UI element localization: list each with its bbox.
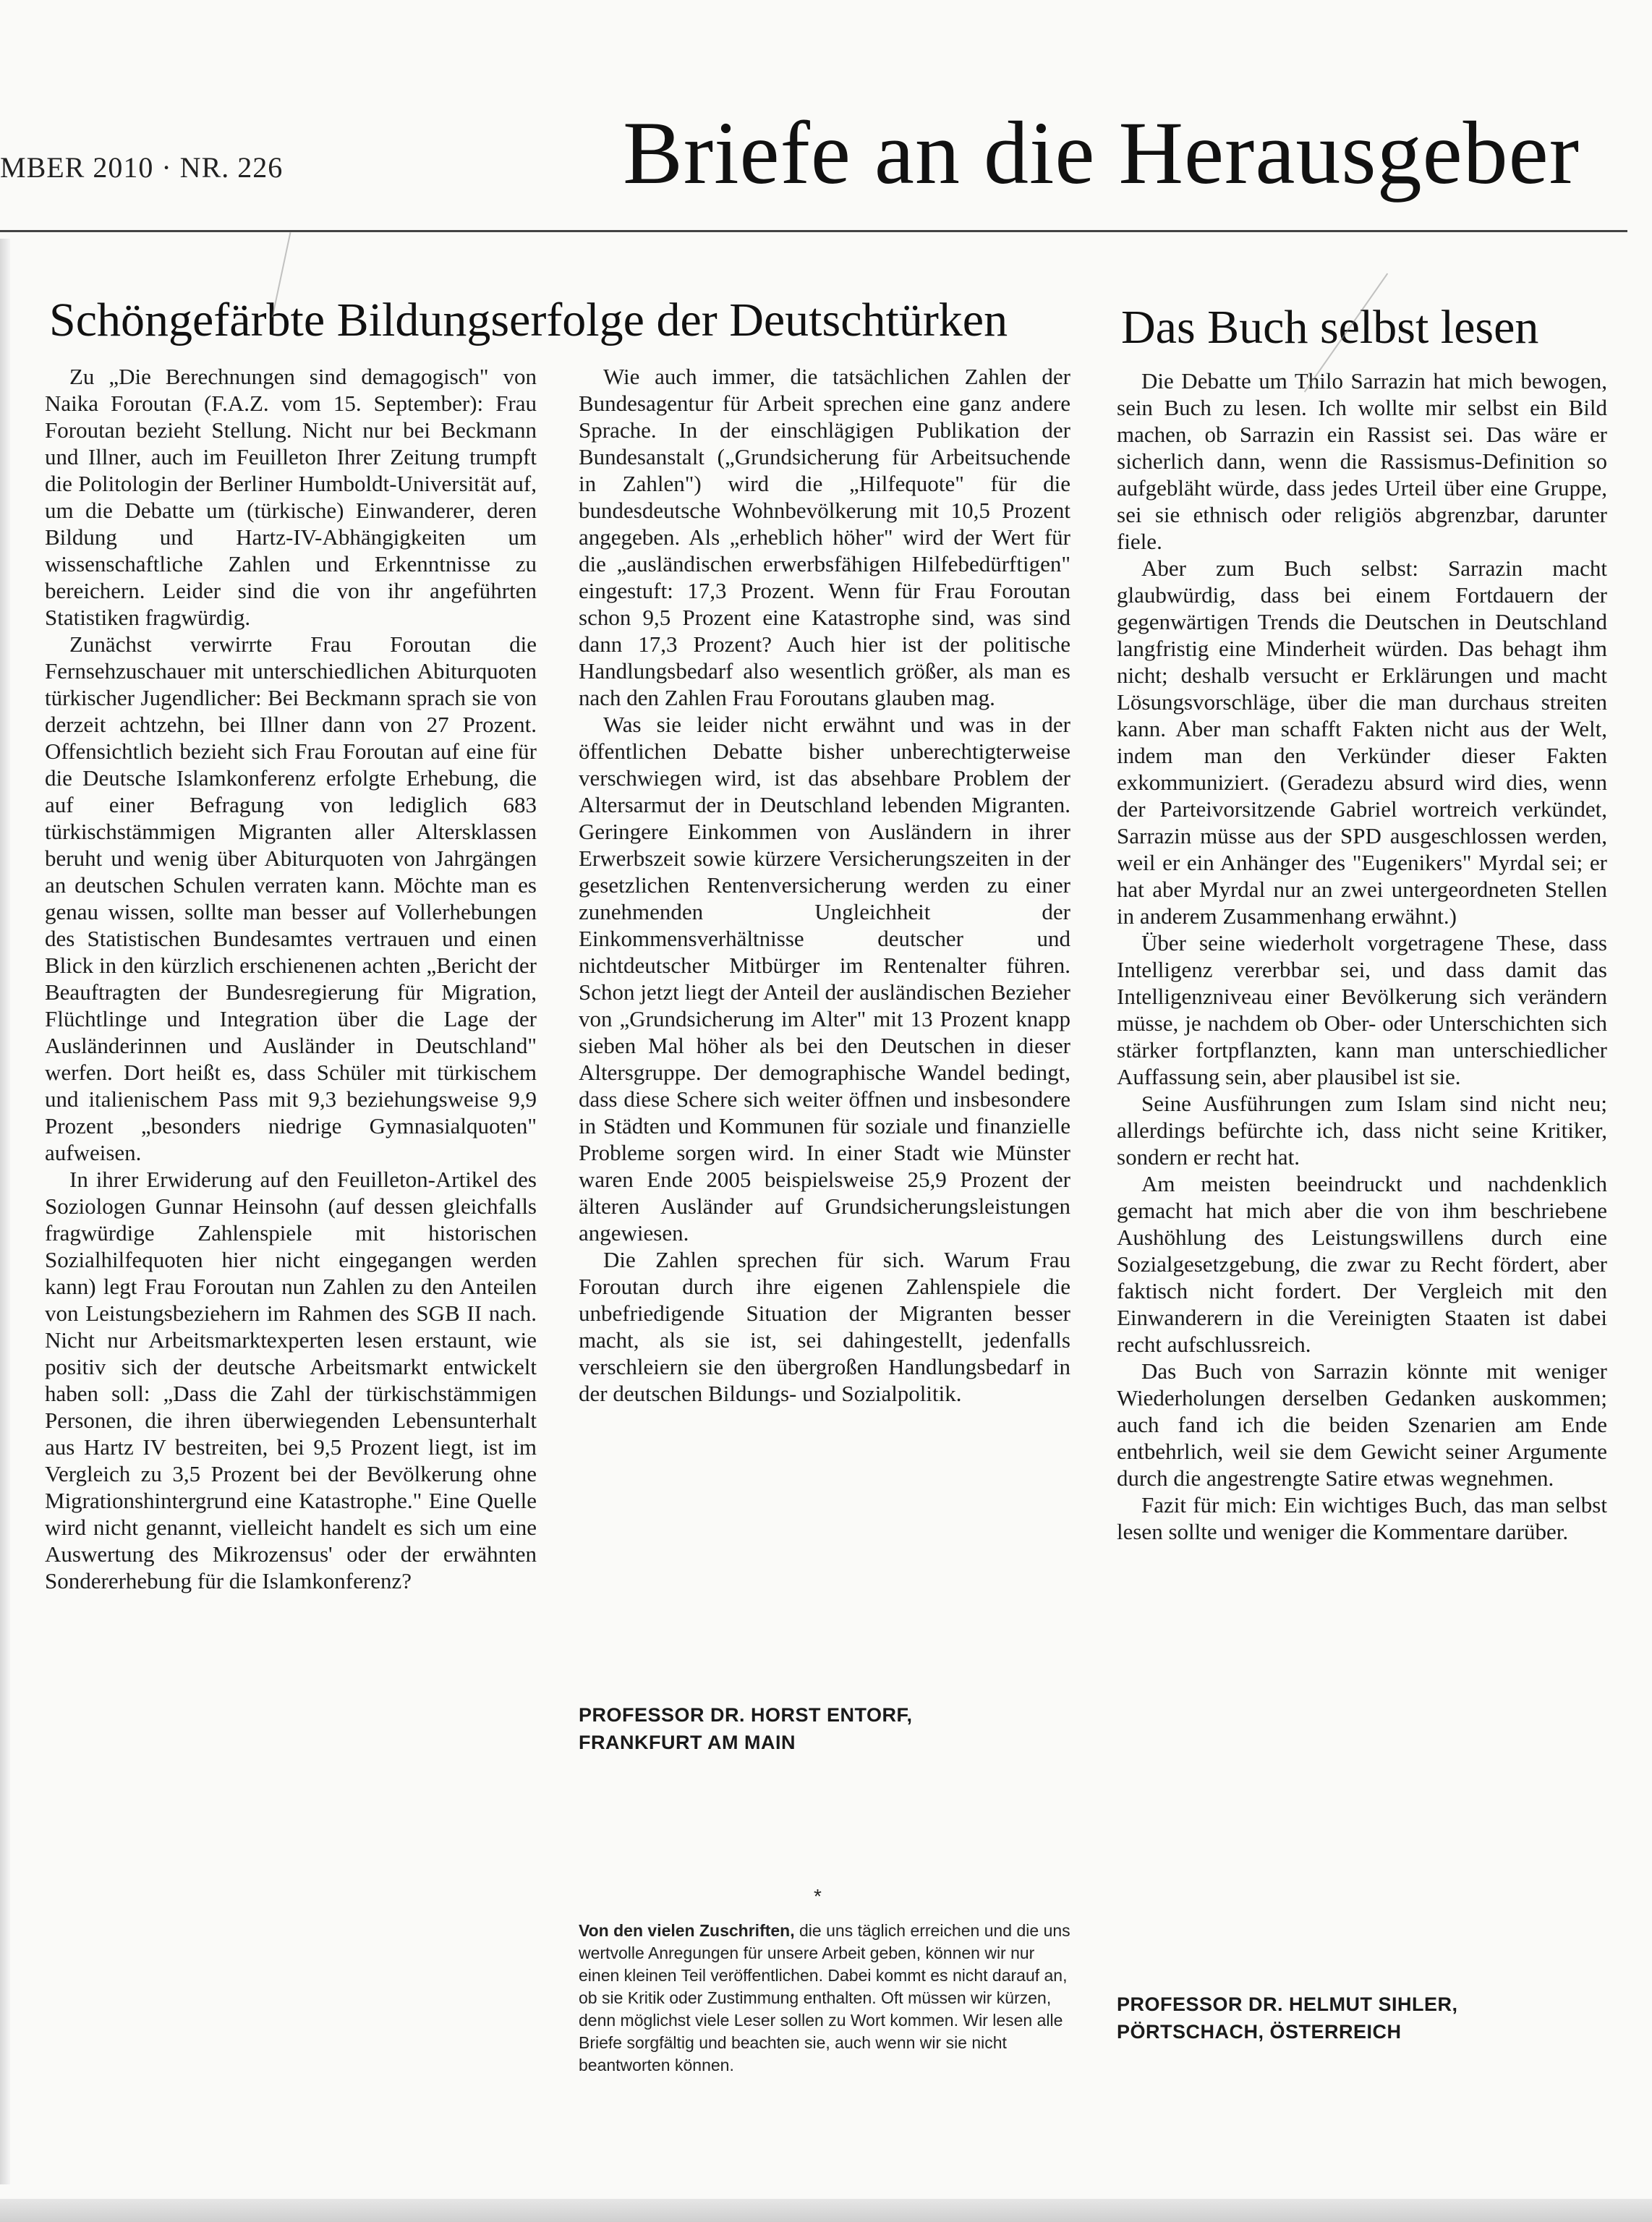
letter-1-signature: [579, 1701, 1070, 1756]
letter-2-author-place: PÖRTSCHACH, ÖSTERREICH: [1117, 2021, 1402, 2043]
letter-1-column-left: [45, 363, 537, 1594]
letter-1-author-place: FRANKFURT AM MAIN: [579, 1732, 796, 1753]
letter-2-signature: [1117, 1991, 1607, 2046]
letter-2-paragraph: Das Buch von Sarrazin könnte mit weniger Wiederholungen derselben Gedanken auskommen; auch fand ich die beiden Szenarien am Ende entbehrlich, weil sie dem Gewicht seiner Argumente durch die angestrengte Satire etwas wegnehmen.: [1117, 1358, 1607, 1491]
letter-1-paragraph: Zunächst verwirrte Frau Foroutan die Fernsehzuschauer mit unterschiedlichen Abiturquoten türkischer Jugendlicher: Bei Beckmann sprach sie von derzeit achtzehn, bei Illner dann von 27 Prozent. Offensichtlich bezieht sich Frau Foroutan auf eine für die Deutsche Islamkonferenz erfolgte Erhebung, die auf einer Befragung von lediglich 683 türkischstämmigen Migranten aller Altersklassen beruht und wenig über Abiturquoten von Jahrgängen an deutschen Schulen verraten kann. Möchte man es genau wissen, sollte man besser auf Vollerhebungen des Statistischen Bundesamtes vertrauen und einen Blick in den kürzlich erschienenen achten „Bericht der Beauftragten der Bundesregierung für Migration, Flüchtlinge und Integration über die Lage der Ausländerinnen und Ausländer in Deutschland" werfen. Dort heißt es, dass Schüler mit türkischem und italienischem Pass mit 9,3 beziehungsweise 9,9 Prozent „besonders niedrige Gymnasialquoten" aufweisen.: [45, 631, 537, 1165]
header-rule: [0, 230, 1627, 232]
editor-note-text: die uns täglich erreichen und die uns wertvolle Anregungen für unsere Arbeit geben, können wir nur einen kleinen Teil veröffentlichen. Dabei kommt es nicht darauf an, ob sie Kritik oder Zustimmung enthalten. Oft müssen wir kürzen, denn möglichst viele Leser sollen zu Wort kommen. Wir lesen alle Briefe sorgfältig und beachten sie, auch wenn wir sie nicht beantworten können.: [579, 1921, 1070, 2074]
letter-1-paragraph: Was sie leider nicht erwähnt und was in der öffentlichen Debatte bisher unberechtigterweise verschwiegen wird, ist das absehbare Problem der Altersarmut der in Deutschland lebenden Migranten. Geringere Einkommen von Ausländern in ihrer Erwerbszeit sowie kürzere Versicherungszeiten in der gesetzlichen Rentenversicherung werden zu einer zunehmenden Ungleichheit der Einkommensverhältnisse deutscher und nichtdeutscher Mitbürger im Rentenalter führen. Schon jetzt liegt der Anteil der ausländischen Bezieher von „Grundsicherung im Alter" mit 13 Prozent knapp sieben Mal höher als bei den Deutschen in dieser Altersgruppe. Der demographische Wandel bedingt, dass diese Schere sich weiter öffnen und insbesondere in Städten und Kommunen für soziale und finanzielle Probleme sorgen wird. In einer Stadt wie Münster waren Ende 2005 beispielsweise 25,9 Prozent der älteren Ausländer auf Grundsicherungsleistungen angewiesen.: [579, 712, 1070, 1246]
letter-2-paragraph: Die Debatte um Thilo Sarrazin hat mich bewogen, sein Buch zu lesen. Ich wollte mir selbst ein Bild machen, ob Sarrazin ein Rassist sei. Das wäre er sicherlich dann, wenn die Rassismus-Definition so aufgebläht würde, dass jedes Urteil über eine Gruppe, sei sie ethnisch oder religiös abgrenzbar, darunter fiele.: [1117, 368, 1607, 554]
letter-2-paragraph: Aber zum Buch selbst: Sarrazin macht glaubwürdig, dass bei einem Fortdauern der gegenwärtigen Trends die Deutschen in Deutschland langfristig eine Minderheit würden. Das behagt ihm nicht; deshalb versucht er Erklärungen und macht Lösungsvorschläge, über die man durchaus streiten kann. Aber man schafft Fakten nicht aus der Welt, indem man den Verkünder dieser Fakten exkommuniziert. (Geradezu absurd wird dies, wenn der Parteivorsitzende Gabriel wortreich verkündet, Sarrazin müsse aus der SPD ausgeschlossen werden, weil er ein Anhänger des "Eugenikers" Myrdal sei; er hat aber Myrdal nur an zwei untergeordneten Stellen in anderem Zusammenhang erwähnt.): [1117, 556, 1607, 929]
section-title: Briefe an die Herausgeber: [623, 103, 1580, 203]
editor-note-lead: Von den vielen Zuschriften,: [579, 1921, 795, 1940]
letter-2-paragraph: Am meisten beeindruckt und nachdenklich gemacht hat mich aber die von ihm beschriebene Aushöhlung des Leistungswillens durch eine Sozialgesetzgebung, die zwar zu Recht fördert, aber faktisch nicht fordert. Der Vergleich mit den Einwanderern in die Vereinigten Staaten ist dabei recht aufschlussreich.: [1117, 1171, 1607, 1357]
letter-2-author: PROFESSOR DR. HELMUT SIHLER,: [1117, 1993, 1458, 2015]
letter-1-paragraph: Zu „Die Berechnungen sind demagogisch" von Naika Foroutan (F.A.Z. vom 15. September): Frau Foroutan bezieht Stellung. Nicht nur bei Beckmann und Illner, auch im Feuilleton Ihrer Zeitung trumpft die Politologin der Berliner Humboldt-Universität auf, um die Debatte um (türkische) Einwanderer, deren Bildung und Hartz-IV-Abhängigkeiten um wissenschaftliche Zahlen und Erkenntnisse zu bereichern. Leider sind die von ihr angeführten Statistiken fragwürdig.: [45, 364, 537, 630]
letter-2-column: [1117, 367, 1607, 1545]
issue-date-number: MBER 2010 · NR. 226: [0, 151, 284, 184]
scan-edge-left: [0, 239, 10, 2184]
separator-asterisk: *: [814, 1885, 822, 1907]
scan-edge-bottom: [0, 2199, 1652, 2222]
letter-2-paragraph: Fazit für mich: Ein wichtiges Buch, das man selbst lesen sollte und weniger die Kommentare darüber.: [1117, 1492, 1607, 1544]
letter-1-paragraph: Wie auch immer, die tatsächlichen Zahlen der Bundesagentur für Arbeit sprechen eine ganz andere Sprache. In der einschlägigen Publikation der Bundesanstalt („Grundsicherung für Arbeitsuchende in Zahlen") wird die „Hilfequote" für die bundesdeutsche Wohnbevölkerung mit 10,5 Prozent angegeben. Als „erheblich höher" wird der Wert für die „ausländischen erwerbsfähigen Hilfebedürftigen" eingestuft: 17,3 Prozent. Wenn für Frau Foroutan schon 9,5 Prozent eine Katastrophe sind, was sind dann 17,3 Prozent? Auch hier ist der politische Handlungsbedarf also wesentlich größer, als man es nach den Zahlen Frau Foroutans glauben mag.: [579, 364, 1070, 710]
letter-2-paragraph: Seine Ausführungen zum Islam sind nicht neu; allerdings befürchte ich, dass nicht seine Kritiker, sondern er recht hat.: [1117, 1091, 1607, 1170]
letter-1-column-middle: [579, 363, 1070, 1407]
letter-1-author: PROFESSOR DR. HORST ENTORF,: [579, 1704, 913, 1726]
letter-1-paragraph: Die Zahlen sprechen für sich. Warum Frau Foroutan durch ihre eigenen Zahlenspiele die unbefriedigende Situation der Migranten besser macht, als sie ist, sei dahingestellt, jedenfalls verschleiern sie den übergroßen Handlungsbedarf in der deutschen Bildungs- und Sozialpolitik.: [579, 1247, 1070, 1406]
editor-note: [579, 1920, 1070, 2077]
letter-1-paragraph: In ihrer Erwiderung auf den Feuilleton-Artikel des Soziologen Gunnar Heinsohn (auf dessen gleichfalls fragwürdige Zahlenspiele mit historischen Sozialhilfequoten hier nicht eingegangen werden kann) legt Frau Foroutan nun Zahlen zu den Anteilen von Leistungsbeziehern im Rahmen des SGB II nach. Nicht nur Arbeitsmarktexperten lesen erstaunt, wie positiv sich der deutsche Arbeitsmarkt entwickelt haben soll: „Dass die Zahl der türkischstämmigen Personen, die ihren überwiegenden Lebensunterhalt aus Hartz IV bestreiten, bei 9,5 Prozent liegt, ist im Vergleich zu 3,5 Prozent bei der Bevölkerung ohne Migrationshintergrund eine Katastrophe." Eine Quelle wird nicht genannt, vielleicht handelt es sich um eine Auswertung des Mikrozensus' oder der erwähnten Sondererhebung für die Islamkonferenz?: [45, 1167, 537, 1593]
letter-2-paragraph: Über seine wiederholt vorgetragene These, dass Intelligenz vererbbar sei, und dass damit das Intelligenzniveau einer Bevölkerung sich verändern müsse, je nachdem ob Ober- oder Unterschichten sich stärker fortpflanzten, kann man unterschiedlicher Auffassung sein, aber plausibel ist sie.: [1117, 930, 1607, 1089]
letter-2-headline: Das Buch selbst lesen: [1121, 301, 1539, 354]
letter-1-headline: Schöngefärbte Bildungserfolge der Deutschtürken: [49, 294, 1008, 346]
